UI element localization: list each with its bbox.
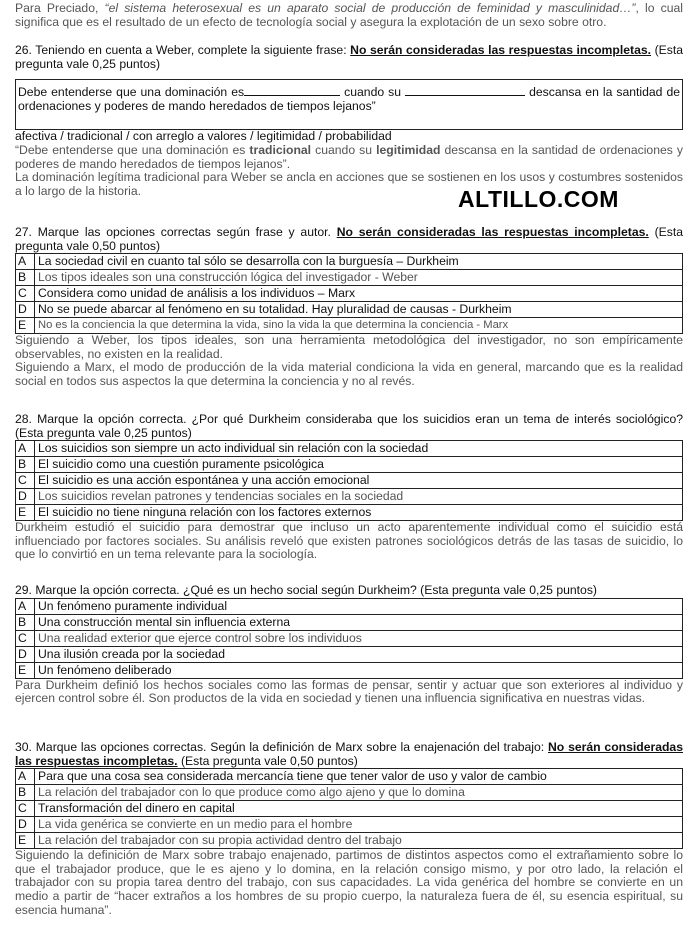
option-text: Una ilusión creada por la sociedad xyxy=(35,646,683,662)
option-row[interactable] xyxy=(16,441,683,457)
option-text: Una construcción mental sin influencia externa xyxy=(35,614,683,630)
question-30-explanation: Siguiendo la definición de Marx sobre trabajo enajenado, partimos de distintos aspectos como el extrañamiento sobre lo que el trabajador produce, que le es ajeno y lo domina, en la relación consigo mismo, y por otro lado, la relación el trabajador con su propia tarea dentro del trabajo, con sus capacidades. La vida genérica del hombre se convierte en un medio a partir de “hacer extraños a los hombres de su propio cuerpo, la naturaleza fuera de él, su esencia espiritual, su esencia humana”. xyxy=(15,848,683,917)
question-text: Marque las opciones correctas según frase y autor. xyxy=(37,225,331,239)
option-letter: C xyxy=(16,630,35,646)
question-text: Marque la opción correcta. ¿Por qué Durkheim consideraba que los suicidios eran un tema de interés sociológico? xyxy=(37,412,683,426)
blank-2[interactable] xyxy=(405,84,525,96)
sentence-part-c: descansa en la santidad de ordenaciones y poderes de mando heredados de tiempos lejanos” xyxy=(18,85,681,113)
question-27 xyxy=(15,226,683,389)
option-row[interactable] xyxy=(16,505,683,521)
warning-text: No serán consideradas las respuestas incompletas. xyxy=(336,225,649,239)
question-30-title xyxy=(15,741,683,768)
option-text: La vida genérica se convierte en un medio para el hombre xyxy=(35,817,683,833)
option-text: Considera como unidad de análisis a los individuos – Marx xyxy=(35,286,683,302)
option-letter: E xyxy=(16,318,35,334)
option-text: La relación del trabajador con lo que produce como algo ajeno y que lo domina xyxy=(35,785,683,801)
question-29-options xyxy=(15,598,683,679)
question-text: Marque las opciones correctas. Según la definición de Marx sobre la enajenación del trabajo: xyxy=(35,740,545,754)
question-number: 28. xyxy=(15,412,32,426)
option-text: Los tipos ideales son una construcción lógica del investigador - Weber xyxy=(35,270,683,286)
question-26-options-line: afectiva / tradicional / con arreglo a valores / legitimidad / probabilidad xyxy=(15,129,392,144)
option-text: El suicidio es una acción espontánea y una acción emocional xyxy=(35,473,683,489)
blank-1[interactable] xyxy=(244,84,340,96)
intro-quote: “el sistema heterosexual es un aparato social de producción de feminidad y masculinidad…” xyxy=(104,1,636,15)
question-26-sentence-box xyxy=(15,79,683,130)
question-30-options xyxy=(15,768,683,849)
option-row[interactable] xyxy=(16,254,683,270)
question-27-explanation-marx: Siguiendo a Marx, el modo de producción de la vida material condiciona la vida en general, marcando que es la realidad social en todos sus aspectos la que determina la conciencia y no al revés. xyxy=(15,360,683,388)
question-number: 29. xyxy=(15,583,32,597)
question-26 xyxy=(15,44,683,198)
option-letter: E xyxy=(16,833,35,849)
option-letter: A xyxy=(16,441,35,457)
question-28-title xyxy=(15,413,683,440)
option-letter: B xyxy=(16,785,35,801)
answer-keyword: tradicional xyxy=(249,142,312,157)
question-29-title xyxy=(15,584,683,598)
question-number: 27. xyxy=(15,225,32,239)
answer-part: descansa en la santidad de ordenaciones y poderes de mando heredados de tiempos lejanos”. xyxy=(15,142,683,171)
question-26-explanation: La dominación legítima tradicional para Weber se ancla en acciones que se sostienen en los usos y costumbres sostenidos a lo largo de la historia. xyxy=(15,170,683,198)
question-27-explanation-weber: Siguiendo a Weber, los tipos ideales, son una herramienta metodológica del investigador, no son empíricamente observables, no existen en la realidad. xyxy=(15,333,683,361)
option-row[interactable] xyxy=(16,833,683,849)
option-text: Los suicidios son siempre un acto individual sin relación con la sociedad xyxy=(35,441,683,457)
option-row[interactable] xyxy=(16,598,683,614)
option-row[interactable] xyxy=(16,630,683,646)
option-row[interactable] xyxy=(16,785,683,801)
option-row[interactable] xyxy=(16,662,683,678)
option-row[interactable] xyxy=(16,817,683,833)
option-letter: D xyxy=(16,646,35,662)
option-row[interactable] xyxy=(16,318,683,334)
option-text: El suicidio no tiene ninguna relación con los factores externos xyxy=(35,505,683,521)
option-row[interactable] xyxy=(16,270,683,286)
option-text: Una realidad exterior que ejerce control sobre los individuos xyxy=(35,630,683,646)
question-27-title xyxy=(15,226,683,253)
option-text: Los suicidios revelan patrones y tendencias sociales en la sociedad xyxy=(35,489,683,505)
option-text: La relación del trabajador con su propia actividad dentro del trabajo xyxy=(35,833,683,849)
option-row[interactable] xyxy=(16,286,683,302)
points-text: (Esta pregunta vale 0,25 puntos) xyxy=(15,43,684,71)
warning-text: No serán consideradas las respuestas incompletas. xyxy=(15,740,683,768)
option-text: Un fenómeno puramente individual xyxy=(35,598,683,614)
answer-keyword: legitimidad xyxy=(376,142,441,157)
option-letter: D xyxy=(16,489,35,505)
question-text: Marque la opción correcta. ¿Qué es un hecho social según Durkheim? xyxy=(35,583,417,597)
option-text: La sociedad civil en cuanto tal sólo se desarrolla con la burguesía – Durkheim xyxy=(35,254,683,270)
option-row[interactable] xyxy=(16,646,683,662)
option-row[interactable] xyxy=(16,473,683,489)
option-text: Transformación del dinero en capital xyxy=(35,801,683,817)
question-26-title xyxy=(15,44,683,71)
option-text: El suicidio como una cuestión puramente psicológica xyxy=(35,457,683,473)
question-number: 26. xyxy=(15,43,32,57)
option-letter: C xyxy=(16,473,35,489)
option-letter: A xyxy=(16,598,35,614)
points-text: (Esta pregunta vale 0,50 puntos) xyxy=(180,753,358,768)
intro-paragraph xyxy=(15,2,683,29)
question-29-explanation: Para Durkheim definió los hechos sociales como las formas de pensar, sentir y actuar que son exteriores al individuo y ejercen control sobre él. Son productos de la vida en sociedad y tienen una influencia significativa en nuestras vidas. xyxy=(15,677,683,706)
option-row[interactable] xyxy=(16,801,683,817)
option-row[interactable] xyxy=(16,614,683,630)
option-letter: A xyxy=(16,769,35,785)
option-letter: B xyxy=(16,457,35,473)
answer-part: “Debe entenderse que una dominación es xyxy=(15,142,246,157)
option-row[interactable] xyxy=(16,769,683,785)
option-row[interactable] xyxy=(16,457,683,473)
watermark-logo: ALTILLO.COM xyxy=(458,186,619,212)
option-letter: D xyxy=(16,817,35,833)
points-text: (Esta pregunta vale 0,50 puntos) xyxy=(15,225,684,253)
option-row[interactable] xyxy=(16,489,683,505)
option-letter: E xyxy=(16,505,35,521)
option-text: Un fenómeno deliberado xyxy=(35,662,683,678)
warning-text: No serán consideradas las respuestas incompletas. xyxy=(350,43,652,57)
question-28 xyxy=(15,413,683,562)
question-27-options xyxy=(15,253,683,334)
question-number: 30. xyxy=(15,740,32,754)
points-text: (Esta pregunta vale 0,25 puntos) xyxy=(420,583,597,597)
sentence-part-a: Debe entenderse que una dominación es xyxy=(18,85,245,100)
question-29 xyxy=(15,584,683,706)
question-text: Teniendo en cuenta a Weber, complete la siguiente frase: xyxy=(35,43,347,57)
option-letter: E xyxy=(16,662,35,678)
intro-lead: Para Preciado, xyxy=(15,1,105,15)
option-text: Para que una cosa sea considerada mercancía tiene que tener valor de uso y valor de cambio xyxy=(35,769,683,785)
sentence-part-b: cuando su xyxy=(344,85,402,100)
option-letter: A xyxy=(16,254,35,270)
question-26-answer xyxy=(15,144,683,171)
option-text: No se puede abarcar al fenómeno en su totalidad. Hay pluralidad de causas - Durkheim xyxy=(35,302,683,318)
question-30 xyxy=(15,741,683,917)
option-letter: C xyxy=(16,286,35,302)
option-letter: B xyxy=(16,270,35,286)
points-text: (Esta pregunta vale 0,25 puntos) xyxy=(15,425,192,440)
question-28-options xyxy=(15,440,683,521)
answer-part: cuando su xyxy=(315,142,373,157)
option-letter: D xyxy=(16,302,35,318)
option-row[interactable] xyxy=(16,302,683,318)
option-letter: B xyxy=(16,614,35,630)
intro-tail: , lo cual significa que es el resultado de un efecto de tecnología social y asegura la explotación de un sexo sobre otro. xyxy=(15,1,683,29)
question-28-explanation: Durkheim estudió el suicidio para demostrar que incluso un acto aparentemente individual como el suicidio está influenciado por factores sociales. Su análisis reveló que existen patrones sociológicos detrás de las tasas de suicidio, lo que lo convirtió en un tema relevante para la sociología. xyxy=(15,520,683,562)
option-text: No es la conciencia la que determina la vida, sino la vida la que determina la conciencia - Marx xyxy=(35,318,683,334)
option-letter: C xyxy=(16,801,35,817)
